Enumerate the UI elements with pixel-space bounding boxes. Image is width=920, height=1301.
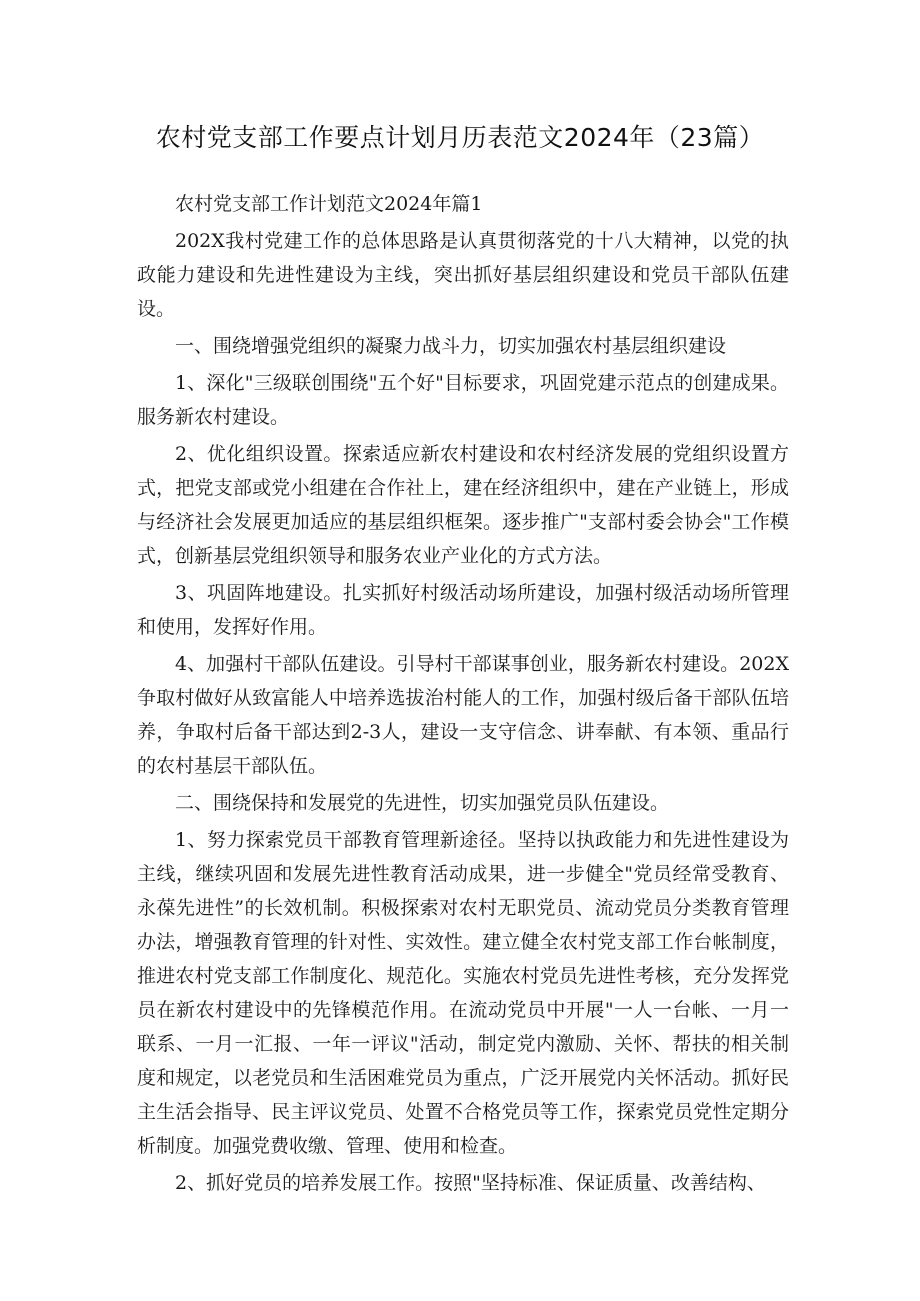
paragraph: 3、巩固阵地建设。扎实抓好村级活动场所建设，加强村级活动场所管理和使用，发挥好作用。 [137, 582, 789, 638]
paragraph: 二、围绕保持和发展党的先进性，切实加强党员队伍建设。 [175, 792, 670, 814]
paragraph: 2、抓好党员的培养发展工作。按照"坚持标准、保证质量、改善结构、 [175, 1172, 766, 1194]
paragraph: 1、深化"三级联创围绕"五个好"目标要求，巩固党建示范点的创建成果。服务新农村建设。 [137, 372, 789, 428]
paragraph: 4、加强村干部队伍建设。引导村干部谋事创业，服务新农村建设。202X争取村做好从致富能人中培养选拔治村能人的工作，加强村级后备干部队伍培养，争取村后备干部达到2-3人，建设一支守信念、讲奉献、有本领、重品行的农村基层干部队伍。 [137, 653, 789, 777]
paragraph: 2、优化组织设置。探索适应新农村建设和农村经济发展的党组织设置方式，把党支部或党小组建在合作社上，建在经济组织中，建在产业链上，形成与经济社会发展更加适应的基层组织框架。逐步推广"支部村委会协会"工作模式，创新基层党组织领导和服务农业产业化的方式方法。 [137, 443, 789, 567]
paragraph: 202X我村党建工作的总体思路是认真贯彻落党的十八大精神，以党的执政能力建设和先进性建设为主线，突出抓好基层组织建设和党员干部队伍建设。 [137, 230, 789, 320]
document-body [137, 187, 789, 1200]
paragraph: 1、努力探索党员干部教育管理新途径。坚持以执政能力和先进性建设为主线，继续巩固和发展先进性教育活动成果，进一步健全"党员经常受教育、永葆先进性”的长效机制。积极探索对农村无职党员、流动党员分类教育管理办法，增强教育管理的针对性、实效性。建立健全农村党支部工作台帐制度，推进农村党支部工作制度化、规范化。实施农村党员先进性考核，充分发挥党员在新农村建设中的先锋模范作用。在流动党员中开展"一人一台帐、一月一联系、一月一汇报、一年一评议"活动，制定党内激励、关怀、帮扶的相关制度和规定，以老党员和生活困难党员为重点，广泛开展党内关怀活动。抓好民主生活会指导、民主评议党员、处置不合格党员等工作，探索党员党性定期分析制度。加强党费收缴、管理、使用和检查。 [137, 829, 789, 1157]
section-heading: 农村党支部工作计划范文2024年篇1 [175, 193, 483, 215]
document-title: 农村党支部工作要点计划月历表范文2024年（23篇） [155, 123, 765, 152]
paragraph: 一、围绕增强党组织的凝聚力战斗力，切实加强农村基层组织建设 [175, 335, 727, 357]
